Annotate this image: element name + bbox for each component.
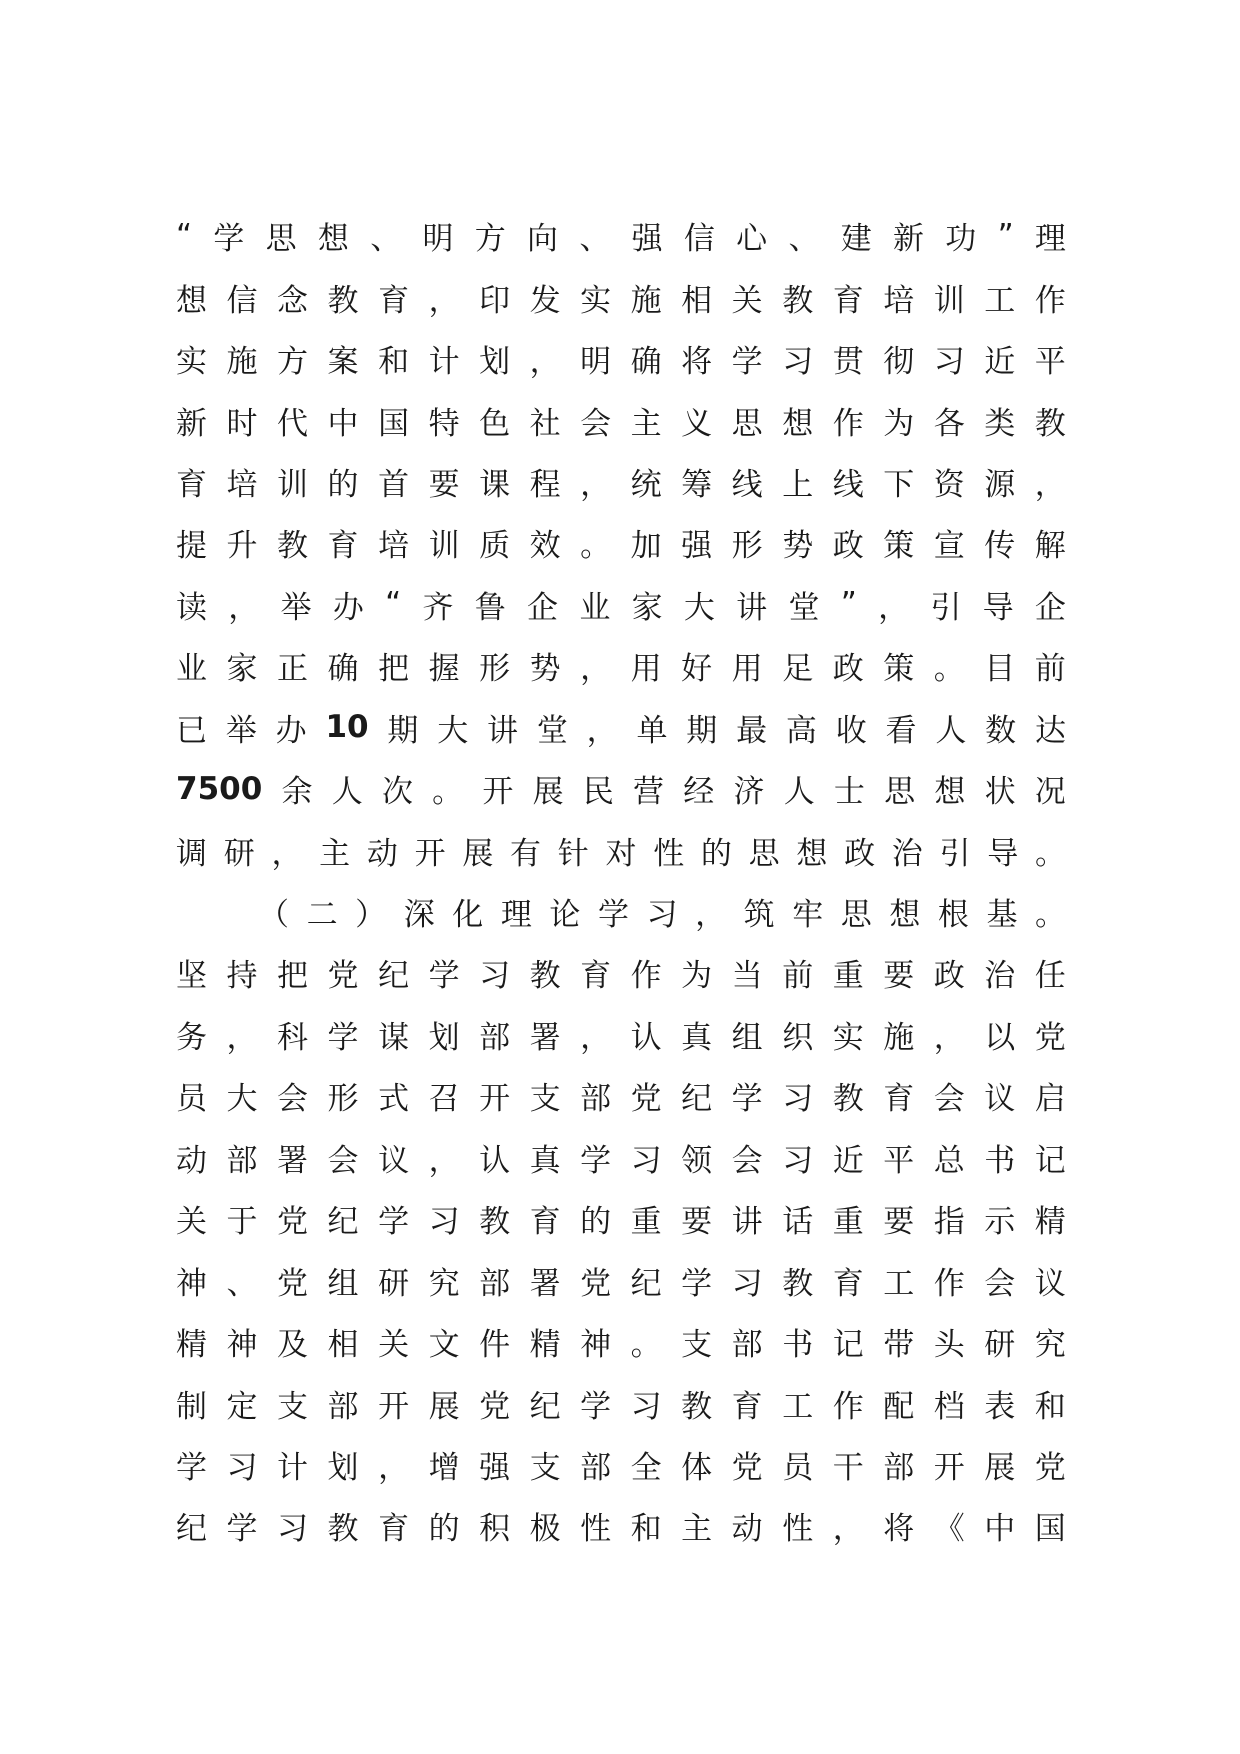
text-line: 提 升 教 育 培 训 质 效 。 加 强 形 势 政 策 宣 传 解 bbox=[176, 528, 1066, 565]
text-line: 神 、 党 组 研 究 部 署 党 纪 学 习 教 育 工 作 会 议 bbox=[176, 1265, 1066, 1302]
text-line: 想 信 念 教 育 ， 印 发 实 施 相 关 教 育 培 训 工 作 bbox=[176, 282, 1066, 319]
text-line: 读 ， 举 办 “ 齐 鲁 企 业 家 大 讲 堂 ” ， 引 导 企 bbox=[176, 586, 1066, 626]
body-text bbox=[176, 205, 1066, 1557]
text-line: 员 大 会 形 式 召 开 支 部 党 纪 学 习 教 育 会 议 启 bbox=[176, 1081, 1066, 1118]
text-line: 坚 持 把 党 纪 学 习 教 育 作 为 当 前 重 要 政 治 任 bbox=[176, 958, 1066, 995]
text-line: 精 神 及 相 关 文 件 精 神 。 支 部 书 记 带 头 研 究 bbox=[176, 1327, 1066, 1364]
text-line: “ 学 思 想 、 明 方 向 、 强 信 心 、 建 新 功 ” 理 bbox=[176, 217, 1066, 258]
text-line: 制 定 支 部 开 展 党 纪 学 习 教 育 工 作 配 档 表 和 bbox=[176, 1388, 1066, 1425]
text-line: 务 ， 科 学 谋 划 部 署 ， 认 真 组 织 实 施 ， 以 党 bbox=[176, 1019, 1066, 1056]
text-line: 业 家 正 确 把 握 形 势 ， 用 好 用 足 政 策 。 目 前 bbox=[176, 651, 1066, 688]
text-line: 实 施 方 案 和 计 划 ， 明 确 将 学 习 贯 彻 习 近 平 bbox=[176, 344, 1066, 381]
text-line: 调 研 ， 主 动 开 展 有 针 对 性 的 思 想 政 治 引 导 。 bbox=[176, 835, 1066, 872]
text-line: 动 部 署 会 议 ， 认 真 学 习 领 会 习 近 平 总 书 记 bbox=[176, 1142, 1066, 1179]
text-line: （ 二 ） 深 化 理 论 学 习 ， 筑 牢 思 想 根 基 。 bbox=[258, 897, 1066, 934]
text-line: 关 于 党 纪 学 习 教 育 的 重 要 讲 话 重 要 指 示 精 bbox=[176, 1204, 1066, 1241]
text-line: 新 时 代 中 国 特 色 社 会 主 义 思 想 作 为 各 类 教 bbox=[176, 405, 1066, 442]
text-line: 已 举 办 10 期 大 讲 堂 ， 单 期 最 高 收 看 人 数 达 bbox=[176, 709, 1066, 749]
text-line: 育 培 训 的 首 要 课 程 ， 统 筹 线 上 线 下 资 源 ， bbox=[176, 466, 1066, 503]
text-line: 学 习 计 划 ， 增 强 支 部 全 体 党 员 干 部 开 展 党 bbox=[176, 1449, 1066, 1486]
text-line: 7500 余 人 次 。 开 展 民 营 经 济 人 士 思 想 状 况 bbox=[176, 770, 1066, 811]
text-line: 纪 学 习 教 育 的 积 极 性 和 主 动 性 ， 将 《 中 国 bbox=[176, 1511, 1066, 1548]
